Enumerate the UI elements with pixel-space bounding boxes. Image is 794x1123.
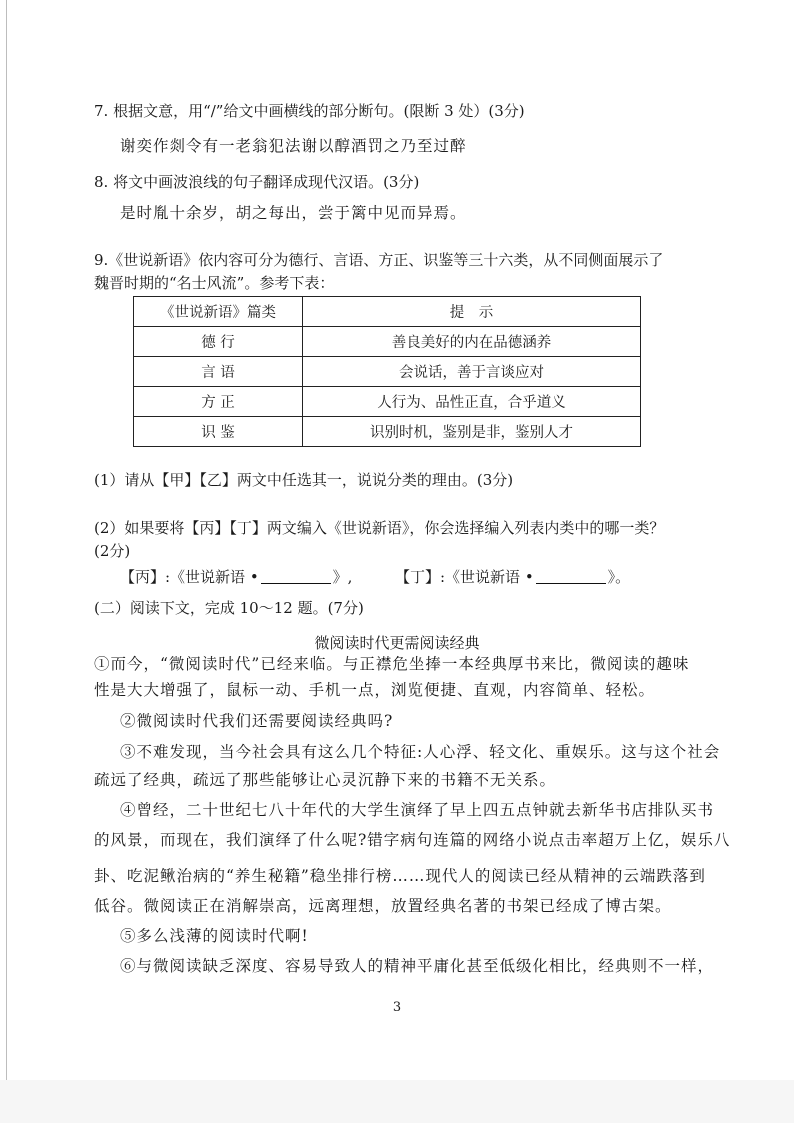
q8-prompt: 8. 将文中画波浪线的句子翻译成现代汉语。(3分)	[94, 173, 420, 191]
fill-ding-suffix: 》。	[607, 568, 631, 586]
q7-prompt: 7. 根据文意，用“/”给文中画横线的部分断句。(限断 3 处）(3分)	[94, 102, 525, 120]
q9-sub1: (1）请从【甲】【乙】两文中任选其一，说说分类的理由。(3分)	[94, 471, 514, 489]
article-title: 微阅读时代更需阅读经典	[314, 634, 480, 652]
p2: ②微阅读时代我们还需要阅读经典吗?	[120, 712, 394, 730]
table-cell-hint: 会说话，善于言谈应对	[303, 357, 641, 387]
p4-line4: 低谷。微阅读正在消解崇高，远离理想，放置经典名著的书架已经成了博古架。	[94, 897, 672, 915]
table-cell-category: 方 正	[134, 387, 303, 417]
section2-heading: (二）阅读下文，完成 10～12 题。(7分)	[94, 599, 364, 617]
table-cell-category: 德 行	[134, 327, 303, 357]
table-header-hint: 提 示	[303, 297, 641, 327]
table-header-row	[134, 297, 641, 327]
table-cell-hint: 善良美好的内在品德涵养	[303, 327, 641, 357]
p1-line2: 性是大大增强了，鼠标一动、手机一点，浏览便捷、直观，内容简单、轻松。	[94, 681, 656, 699]
fill-ding-blank[interactable]	[536, 567, 606, 584]
p3-line1: ③不难发现，当今社会具有这么几个特征:人心浮、轻文化、重娱乐。这与这个社会	[120, 743, 721, 761]
q9-prompt-line1: 9.《世说新语》依内容可分为德行、言语、方正、识鉴等三十六类，从不同侧面展示了	[94, 251, 664, 269]
scan-bottom-band	[0, 1080, 794, 1123]
page-edge	[6, 0, 7, 1123]
table-row	[134, 357, 641, 387]
q9-sub2-line1: (2）如果要将【丙】【丁】两文编入《世说新语》，你会选择编入列表内类中的哪一类？	[94, 519, 665, 537]
p4-line3: 卦、吃泥鳅治病的“养生秘籍”稳坐排行榜……现代人的阅读已经从精神的云端跌落到	[94, 867, 706, 885]
p3-line2: 疏远了经典，疏远了那些能够让心灵沉静下来的书籍不无关系。	[94, 771, 557, 789]
q9-prompt-line2: 魏晋时期的“名士风流”。参考下表：	[94, 274, 335, 292]
fill-bing-blank[interactable]	[261, 567, 331, 584]
table-cell-category: 识 鉴	[134, 417, 303, 447]
p4-line2: 的风景，而现在，我们演绎了什么呢?错字病句连篇的网络小说点击率超万上亿，娱乐八	[94, 831, 731, 849]
table-row	[134, 417, 641, 447]
table-cell-hint: 人行为、品性正直，合乎道义	[303, 387, 641, 417]
table-cell-hint: 识别时机，鉴别是非，鉴别人才	[303, 417, 641, 447]
fill-bing-prefix: 【丙】:《世说新语 •	[120, 568, 259, 586]
p1-line1: ①而今，“微阅读时代”已经来临。与正襟危坐捧一本经典厚书来比，微阅读的趣味	[94, 655, 690, 673]
p5: ⑤多么浅薄的阅读时代啊!	[120, 927, 309, 945]
q7-answer-text: 谢奕作剡令有一老翁犯法谢以醇酒罚之乃至过醉	[120, 137, 467, 155]
table-row	[134, 387, 641, 417]
table-header-category: 《世说新语》篇类	[134, 297, 303, 327]
fill-ding-prefix: 【丁】:《世说新语 •	[395, 568, 534, 586]
q9-sub2-line2: (2分)	[94, 542, 131, 560]
table-cell-category: 言 语	[134, 357, 303, 387]
p4-line1: ④曾经，二十世纪七八十年代的大学生演绎了早上四五点钟就去新华书店排队买书	[120, 801, 715, 819]
page-number: 3	[392, 1000, 402, 1015]
q9-reference-table	[133, 296, 641, 447]
table-row	[134, 327, 641, 357]
fill-bing-suffix: 》,	[332, 568, 353, 586]
fill-ding	[395, 567, 630, 587]
fill-bing	[120, 567, 352, 587]
q8-sentence: 是时胤十余岁，胡之每出，尝于篱中见而异焉。	[120, 204, 467, 222]
p6-line1: ⑥与微阅读缺乏深度、容易导致人的精神平庸化甚至低级化相比，经典则不一样，	[120, 957, 715, 975]
